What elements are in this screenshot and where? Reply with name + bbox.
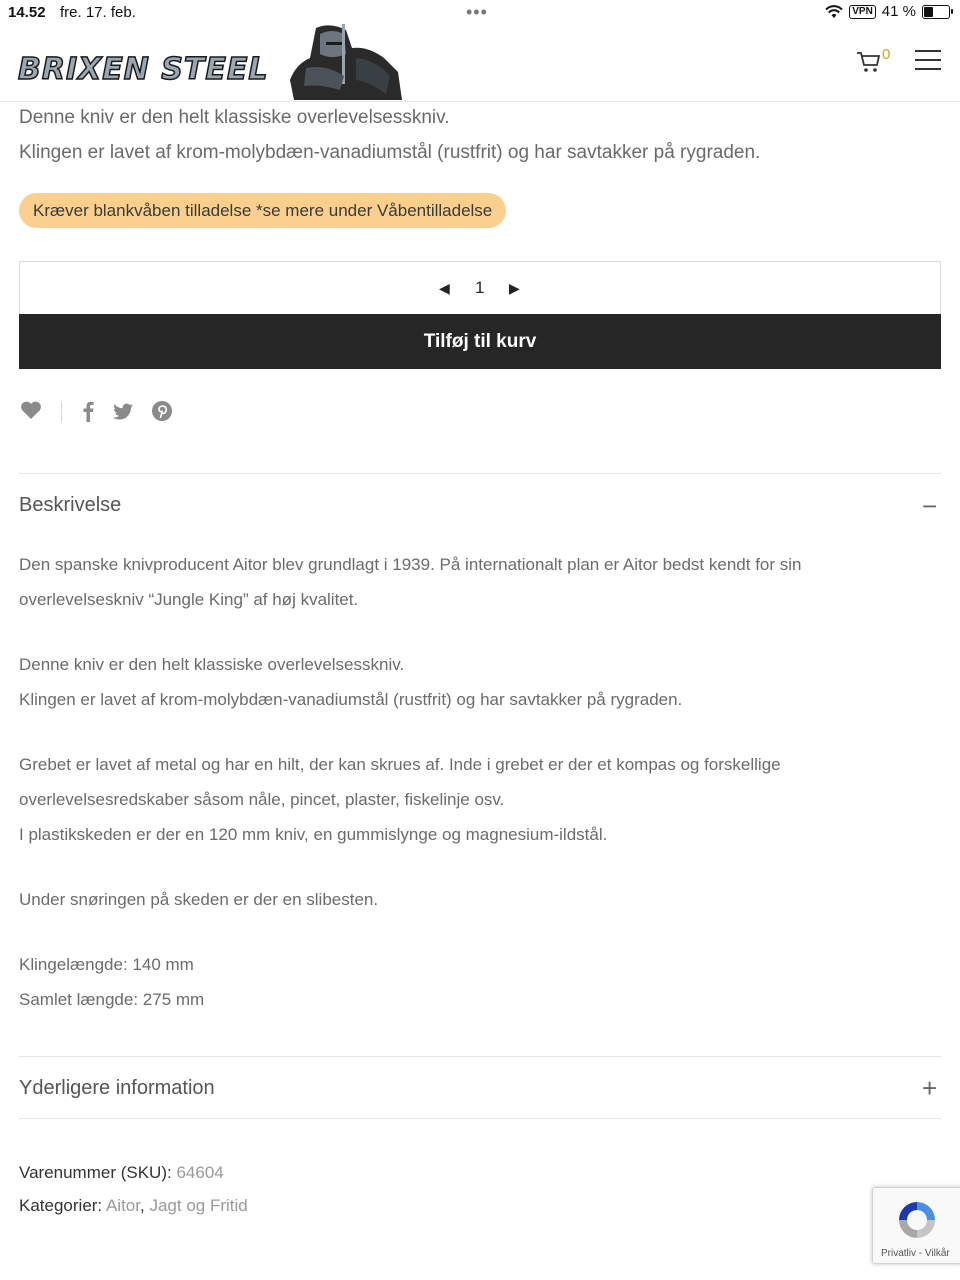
category-separator: , <box>140 1196 145 1215</box>
hamburger-menu-icon[interactable] <box>915 50 941 70</box>
status-time: 14.52 <box>8 4 46 21</box>
recaptcha-icon <box>893 1196 941 1244</box>
knight-logo-image <box>286 24 404 101</box>
status-right <box>825 3 950 20</box>
share-divider <box>61 402 62 422</box>
recaptcha-badge[interactable] <box>872 1187 960 1264</box>
wishlist-heart-icon[interactable] <box>19 398 43 424</box>
add-to-cart-button[interactable]: Tilføj til kurv <box>19 314 941 369</box>
quantity-increment-button[interactable]: ▶ <box>509 280 520 296</box>
description-line: overlevelseskniv “Jungle King” af høj kvalitet. <box>19 590 359 609</box>
intro-line: Klingen er lavet af krom-molybdæn-vanadiumstål (rustfrit) og har savtakker på rygraden. <box>19 142 761 163</box>
description-paragraph <box>19 547 919 617</box>
description-paragraph <box>19 747 919 852</box>
sku-value: 64604 <box>176 1163 224 1182</box>
expand-icon[interactable]: + <box>922 1073 938 1103</box>
battery-icon <box>922 5 950 19</box>
description-line: overlevelsesredskaber såsom nåle, pincet, plaster, fiskelinje osv. <box>19 790 505 809</box>
battery-percent: 41 % <box>881 3 916 20</box>
short-description <box>19 100 939 170</box>
description-tab-title[interactable]: Beskrivelse <box>19 494 122 516</box>
description-line: I plastikskeden er der en 120 mm kniv, en gummislynge og magnesium-ildstål. <box>19 825 608 844</box>
status-date: fre. 17. feb. <box>60 4 136 21</box>
sku-row <box>19 1163 224 1183</box>
twitter-icon[interactable] <box>111 398 135 424</box>
wifi-icon <box>825 5 843 19</box>
recaptcha-privacy-terms[interactable]: Privatliv - Vilkår <box>881 1248 950 1259</box>
vpn-badge: VPN <box>849 5 876 19</box>
pinterest-icon[interactable] <box>151 398 173 424</box>
facebook-icon[interactable] <box>80 398 96 424</box>
categories-row <box>19 1196 248 1216</box>
divider <box>19 1118 941 1119</box>
quantity-value[interactable]: 1 <box>475 278 485 297</box>
description-line: Samlet længde: 275 mm <box>19 990 205 1009</box>
quantity-decrement-button[interactable]: ◀ <box>439 280 450 296</box>
quantity-stepper <box>19 261 941 315</box>
description-line: Grebet er lavet af metal og har en hilt, der kan skrues af. Inde i grebet er der et kompas og forskellige <box>19 755 781 774</box>
status-bar <box>0 0 960 24</box>
divider <box>19 1056 941 1057</box>
description-line: Den spanske knivproducent Aitor blev grundlagt i 1939. På internationalt plan er Aitor bedst kendt for sin <box>19 555 802 574</box>
intro-line: Denne kniv er den helt klassiske overlevelsesskniv. <box>19 107 450 128</box>
brand-logo[interactable]: BRIXEN STEEL <box>18 52 269 87</box>
permit-required-badge[interactable]: Kræver blankvåben tilladelse *se mere under Våbentilladelse <box>19 193 506 228</box>
description-line: Under snøringen på skeden er der en slibesten. <box>19 890 379 909</box>
description-line: Klingelængde: 140 mm <box>19 955 194 974</box>
category-link-aitor[interactable]: Aitor <box>105 1196 140 1215</box>
cart-count-badge[interactable]: 0 <box>882 46 891 63</box>
site-header <box>0 24 960 102</box>
multitasking-dots-icon[interactable]: ••• <box>466 2 488 22</box>
categories-label: Kategorier: <box>19 1196 103 1215</box>
divider <box>19 473 941 474</box>
description-line: Klingen er lavet af krom-molybdæn-vanadiumstål (rustfrit) og har savtakker på rygraden. <box>19 690 683 709</box>
collapse-icon[interactable]: − <box>922 491 938 521</box>
description-line: Denne kniv er den helt klassiske overlevelsesskniv. <box>19 655 405 674</box>
sku-label: Varenummer (SKU): <box>19 1163 172 1182</box>
cart-icon[interactable] <box>856 50 882 74</box>
description-paragraph <box>19 947 919 1017</box>
additional-info-tab-title[interactable]: Yderligere information <box>19 1077 215 1099</box>
description-paragraph <box>19 647 919 717</box>
description-paragraph <box>19 882 919 917</box>
category-link-jagt-og-fritid[interactable]: Jagt og Fritid <box>149 1196 248 1215</box>
